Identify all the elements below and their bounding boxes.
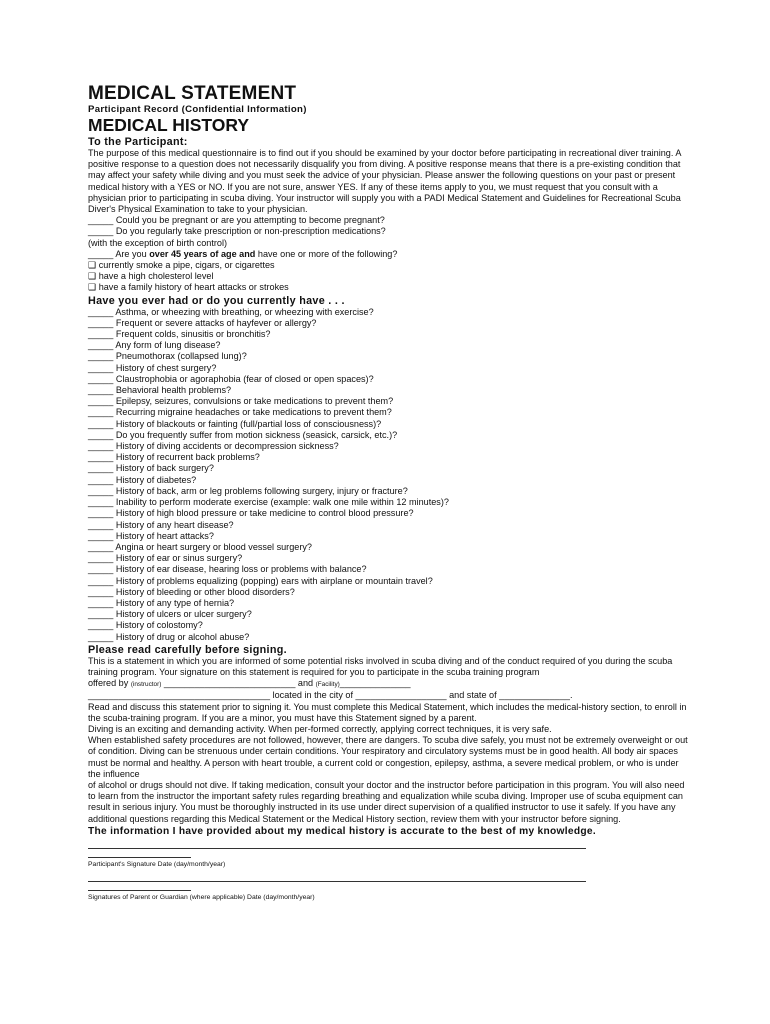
answer-blank[interactable]: _____ — [88, 317, 114, 328]
condition-text: History of ear disease, hearing loss or problems with balance? — [115, 564, 367, 575]
answer-blank[interactable]: _____ — [88, 340, 114, 351]
accuracy-statement: The information I have provided about my medical history is accurate to the best of my knowledge. — [88, 825, 597, 837]
age-risk-item — [88, 282, 688, 293]
condition-question — [88, 452, 688, 463]
answer-blank[interactable]: _____ — [88, 620, 114, 631]
condition-text: History of blackouts or fainting (full/partial loss of consciousness)? — [115, 418, 382, 429]
state-label: and state of — [449, 690, 497, 701]
answer-blank[interactable]: _____ — [88, 215, 114, 226]
condition-text: Recurring migraine headaches or take medications to prevent them? — [115, 407, 392, 418]
condition-question — [88, 598, 688, 609]
medical-statement-form — [88, 84, 688, 902]
condition-text: History of bleeding or other blood disorders? — [115, 586, 295, 597]
facility-caption: (Facility) — [315, 681, 340, 689]
offered-by-line — [88, 678, 688, 690]
condition-text: Asthma, or wheezing with breathing, or wheezing with exercise? — [115, 306, 374, 317]
condition-text: History of ear or sinus surgery? — [115, 553, 243, 564]
condition-question — [88, 385, 688, 396]
answer-blank[interactable]: _____ — [88, 306, 114, 317]
answer-blank[interactable]: _____ — [88, 586, 114, 597]
condition-text: History of any heart disease? — [115, 519, 234, 530]
condition-question — [88, 520, 688, 531]
answer-blank[interactable]: _____ — [88, 519, 114, 530]
instructor-caption: (instructor) — [130, 681, 162, 689]
answer-blank[interactable]: _____ — [88, 609, 114, 620]
to-participant-heading: To the Participant: — [88, 136, 188, 148]
and-label: and — [297, 678, 314, 689]
participant-signature-label: Participant's Signature Date (day/month/year) — [88, 860, 226, 868]
age-risk-text: have a high cholesterol level — [98, 271, 214, 282]
condition-question — [88, 363, 688, 374]
condition-question — [88, 475, 688, 486]
question-text: Do you regularly take prescription or non-prescription medications? — [115, 226, 386, 237]
checkbox-icon[interactable]: ❑ — [88, 271, 97, 282]
condition-text: Inability to perform moderate exercise (example: walk one mile within 12 minutes)? — [115, 497, 449, 508]
condition-text: Frequent colds, sinusitis or bronchitis? — [115, 329, 271, 340]
answer-blank[interactable]: _____ — [88, 564, 114, 575]
medical-history-heading: MEDICAL HISTORY — [88, 115, 250, 135]
condition-question — [88, 430, 688, 441]
answer-blank[interactable]: _____ — [88, 373, 114, 384]
location-line — [88, 690, 688, 701]
answer-blank[interactable]: _____ — [88, 553, 114, 564]
answer-blank[interactable]: _____ — [88, 575, 114, 586]
instructor-field[interactable]: __________________________ — [163, 678, 296, 689]
answer-blank[interactable]: _____ — [88, 329, 114, 340]
condition-text: History of recurrent back problems? — [115, 452, 260, 463]
condition-question — [88, 396, 688, 407]
condition-text: Claustrophobia or agoraphobia (fear of closed or open spaces)? — [115, 373, 374, 384]
statement-intro: This is a statement in which you are informed of some potential risks involved in scuba diving and of the conduct required of you during the scuba training program. Your signature on this statement is required for you to participate in the scuba training program — [88, 655, 673, 677]
condition-text: Angina or heart surgery or blood vessel surgery? — [115, 541, 312, 552]
answer-blank[interactable]: _____ — [88, 530, 114, 541]
have-you-heading: Have you ever had or do you currently have . . . — [88, 294, 345, 307]
condition-question — [88, 463, 688, 474]
condition-question — [88, 441, 688, 452]
age-risk-item — [88, 271, 688, 282]
answer-blank[interactable]: _____ — [88, 396, 114, 407]
condition-text: History of any type of hernia? — [115, 597, 235, 608]
answer-blank[interactable]: _____ — [88, 407, 114, 418]
condition-question — [88, 407, 688, 418]
condition-question — [88, 609, 688, 620]
answer-blank[interactable]: _____ — [88, 508, 114, 519]
condition-question — [88, 531, 688, 542]
checkbox-icon[interactable]: ❑ — [88, 282, 97, 293]
checkbox-icon[interactable]: ❑ — [88, 260, 97, 271]
question-text: Could you be pregnant or are you attempting to become pregnant? — [115, 215, 385, 226]
condition-text: History of high blood pressure or take medicine to control blood pressure? — [115, 508, 414, 519]
answer-blank[interactable]: _____ — [88, 441, 114, 452]
question-age — [88, 249, 688, 260]
state-field[interactable]: ______________. — [499, 690, 573, 701]
age-risk-list — [88, 260, 688, 294]
statement-paragraph-2: Diving is an exciting and demanding activity. When per-formed correctly, applying correct techniques, it is very safe. — [88, 723, 552, 734]
read-carefully-heading: Please read carefully before signing. — [88, 643, 287, 656]
condition-question — [88, 564, 688, 575]
condition-text: Epilepsy, seizures, convulsions or take medications to prevent them? — [115, 396, 394, 407]
condition-question — [88, 553, 688, 564]
page-title: MEDICAL STATEMENT — [88, 83, 297, 104]
answer-blank[interactable]: _____ — [88, 362, 114, 373]
age-risk-text: have a family history of heart attacks or strokes — [98, 282, 289, 293]
located-label: located in the city of — [272, 690, 353, 701]
condition-text: Frequent or severe attacks of hayfever or allergy? — [115, 317, 317, 328]
condition-question — [88, 307, 688, 318]
condition-text: History of diving accidents or decompression sickness? — [115, 441, 339, 452]
age-risk-text: currently smoke a pipe, cigars, or cigarettes — [98, 260, 275, 271]
condition-question — [88, 497, 688, 508]
condition-text: History of chest surgery? — [115, 362, 217, 373]
answer-blank[interactable]: _____ — [88, 351, 114, 362]
condition-question — [88, 486, 688, 497]
page-subtitle: Participant Record (Confidential Information) — [88, 104, 307, 115]
parent-signature-underline — [88, 890, 191, 891]
participant-signature-underline — [88, 857, 191, 858]
statement-paragraph-3: When established safety procedures are not followed, however, there are dangers. To scuba dive safely, you must not be extremely overweight or out of condition. Diving can be strenuous under certain conditions. Your respiratory and circulatory systems must be in good health. All body air spaces must be normal and healthy. A person with heart trouble, a current cold or congestion, epilepsy, asthma, a severe medical problem, or who is under the influence — [88, 735, 688, 779]
condition-question — [88, 587, 688, 598]
condition-text: Any form of lung disease? — [115, 340, 221, 351]
question-text-pre: Are you — [115, 248, 147, 259]
answer-blank[interactable]: _____ — [88, 597, 114, 608]
facility-name-field[interactable]: ____________________________________ — [88, 690, 271, 701]
condition-question — [88, 318, 688, 329]
age-risk-item — [88, 260, 688, 271]
condition-question — [88, 620, 688, 631]
answer-blank[interactable]: _____ — [88, 248, 114, 259]
statement-paragraph-1: Read and discuss this statement prior to signing it. You must complete this Medical Statement, which includes the medical-history section, to enroll in the scuba-training program. If you are a minor, you must have this Statement signed by a parent. — [88, 701, 687, 723]
statement-paragraph-4: of alcohol or drugs should not dive. If taking medication, consult your doctor and the instructor before participation in this program. You will also need to learn from the instructor the important safety rules regarding breathing and equalization while scuba diving. Improper use of scuba equipment can result in serious injury. You must be thoroughly instructed in its use under direct supervision of a qualified instructor to use it safely. If you have any additional questions regarding this Medical Statement or the Medical History section, review them with your instructor before signing. — [88, 779, 685, 824]
question-medications-note: (with the exception of birth control) — [88, 237, 227, 248]
condition-question — [88, 329, 688, 340]
condition-question — [88, 351, 688, 362]
answer-blank[interactable]: _____ — [88, 226, 114, 237]
answer-blank[interactable]: _____ — [88, 452, 114, 463]
answer-blank[interactable]: _____ — [88, 418, 114, 429]
facility-field[interactable]: ______________ — [339, 678, 411, 689]
condition-question — [88, 508, 688, 519]
condition-text: History of back, arm or leg problems following surgery, injury or fracture? — [115, 485, 408, 496]
question-pregnant — [88, 215, 688, 226]
condition-text: History of diabetes? — [115, 474, 197, 485]
question-text-post: have one or more of the following? — [257, 248, 398, 259]
condition-question — [88, 419, 688, 430]
answer-blank[interactable]: _____ — [88, 631, 114, 642]
conditions-list — [88, 307, 688, 643]
answer-blank[interactable]: _____ — [88, 485, 114, 496]
condition-question — [88, 374, 688, 385]
condition-text: History of colostomy? — [115, 620, 203, 631]
offered-by-label: offered by — [88, 678, 129, 689]
answer-blank[interactable]: _____ — [88, 541, 114, 552]
condition-text: Behavioral health problems? — [115, 385, 232, 396]
condition-text: History of heart attacks? — [115, 530, 214, 541]
intro-paragraph: The purpose of this medical questionnaire is to find out if you should be examined by your doctor before participating in recreational diver training. A positive response to a question does not necessarily disqualify you from diving. A positive response means that there is a pre-existing condition that may affect your safety while diving and you must seek the advice of your physician. Please answer the following questions on your past or present medical history with a YES or NO. If you are not sure, answer YES. If any of these items apply to you, we must request that you consult with a physician prior to participating in scuba diving. Your instructor will supply you with a PADI Medical Statement and Guidelines for Recreational Scuba Diver's Physical Examination to take to your physician. — [88, 148, 681, 215]
condition-text: Do you frequently suffer from motion sickness (seasick, carsick, etc.)? — [115, 429, 398, 440]
condition-text: History of back surgery? — [115, 463, 214, 474]
condition-text: Pneumothorax (collapsed lung)? — [115, 351, 247, 362]
condition-text: History of ulcers or ulcer surgery? — [115, 609, 252, 620]
question-text-bold: over 45 years of age and — [149, 248, 256, 259]
condition-question — [88, 340, 688, 351]
condition-question — [88, 542, 688, 553]
question-medications — [88, 226, 688, 237]
parent-signature-label: Signatures of Parent or Guardian (where applicable) Date (day/month/year) — [88, 893, 315, 901]
answer-blank[interactable]: _____ — [88, 474, 114, 485]
condition-question — [88, 632, 688, 643]
city-field[interactable]: __________________ — [355, 690, 447, 701]
condition-question — [88, 576, 688, 587]
condition-text: History of drug or alcohol abuse? — [115, 631, 250, 642]
answer-blank[interactable]: _____ — [88, 463, 114, 474]
answer-blank[interactable]: _____ — [88, 385, 114, 396]
condition-text: History of problems equalizing (popping) ears with airplane or mountain travel? — [115, 575, 433, 586]
parent-signature-line[interactable] — [88, 881, 586, 882]
answer-blank[interactable]: _____ — [88, 497, 114, 508]
answer-blank[interactable]: _____ — [88, 429, 114, 440]
participant-signature-line[interactable] — [88, 848, 586, 849]
